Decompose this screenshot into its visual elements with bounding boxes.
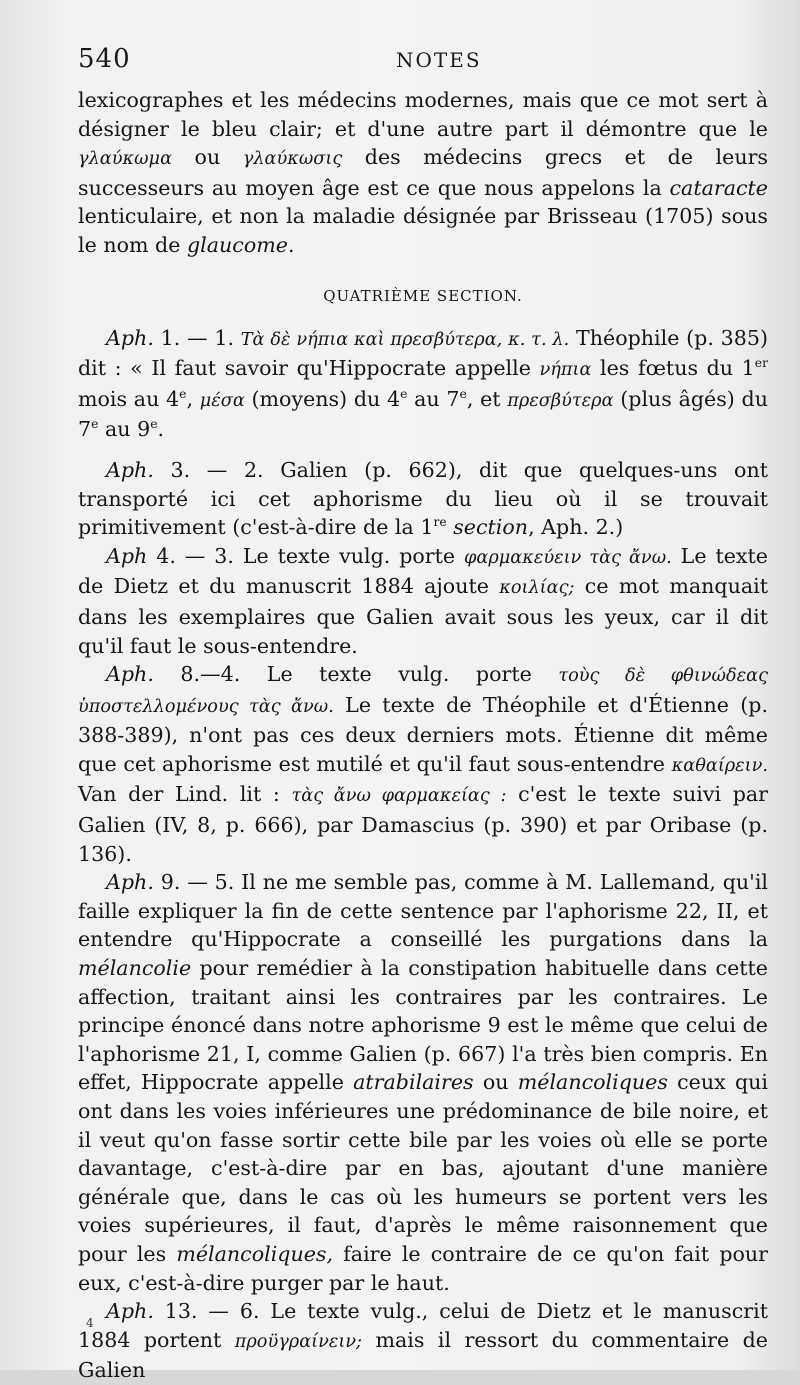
text-run: ceux qui ont dans les voies inférieures une prédominance de bile noire, et il veut qu'on fasse sortir cette bile par les voies où elle se porte davantage, c'est-à-dire par en bas, ajoutant d'une manière générale que, dans le cas où les humeurs se portent vers les voies supérieures, il faut, d'après le même raisonnement que pour les <box>78 1070 768 1266</box>
note-aph-4 <box>78 542 768 660</box>
superscript: e <box>91 417 99 432</box>
greek-term: προϋγραίνειν; <box>234 1331 363 1352</box>
text-run: c'est le texte suivi par Galien (IV, 8, p. 666), par Damascius (p. 390) et par Oribase (p. 136). <box>78 782 768 866</box>
text-run: ou <box>172 145 243 170</box>
text-run: , Aph. 2.) <box>528 515 624 540</box>
superscript: e <box>150 417 158 432</box>
italic-term: glaucome. <box>186 232 295 257</box>
greek-term: καθαίρειν. <box>671 755 768 776</box>
italic-term: mélancolie <box>78 956 192 981</box>
text-run: Van der Lind. lit : <box>78 782 292 807</box>
text-run: 4. — 3. Le texte vulg. porte <box>147 543 465 568</box>
superscript: e <box>400 386 408 401</box>
note-aph-3 <box>78 456 768 542</box>
note-aph-13 <box>78 1297 768 1385</box>
italic-term: atrabilaires <box>353 1070 474 1095</box>
text-run: (moyens) du 4 <box>244 386 401 411</box>
superscript: er <box>754 356 769 371</box>
text-run: 13. — 6. Le texte vulg., celui de Dietz et le manuscrit 1884 portent <box>78 1299 768 1352</box>
text-run: au 7 <box>407 386 460 411</box>
text-run: Le texte de Dietz et du manuscrit 1884 ajoute <box>78 543 768 599</box>
page-header <box>78 44 766 84</box>
superscript: re <box>433 515 447 530</box>
greek-term: Τὰ δὲ νήπια καὶ πρεσβύτερα, κ. τ. λ. <box>240 329 570 350</box>
text-run: les fœtus du 1 <box>591 356 755 381</box>
note-aph-1 <box>78 324 768 444</box>
italic-term: mélancoliques <box>517 1070 668 1095</box>
text-run: 1. — 1. <box>153 325 241 350</box>
text-run: Théophile (p. 385) dit : « Il faut savoir qu'Hippocrate appelle <box>78 325 768 381</box>
greek-term: φαρμακεύειν τὰς ἄνω. <box>464 547 672 568</box>
text-run: ou <box>473 1070 518 1095</box>
aphorism-ref: Aph. <box>106 1299 154 1324</box>
greek-term: μέσα <box>199 390 245 411</box>
greek-term: τοὺς δὲ φθινώδεας ὑποστελλομένους τὰς ἄνω. <box>78 666 768 717</box>
text-run: 3. — 2. Galien (p. 662), dit que quelques-uns ont transporté ici cet aphorisme du lieu où il se trouvait primitivement (c'est-à-dire de la 1 <box>78 457 768 540</box>
greek-term: πρεσβύτερα <box>507 390 614 411</box>
text-run: des médecins grecs et de leurs successeurs au moyen âge est ce que nous appelons la <box>78 145 768 200</box>
greek-term: νήπια <box>539 360 592 381</box>
text-run: mois au 4 <box>78 386 180 411</box>
aphorism-ref: Aph <box>106 543 148 568</box>
text-run: lenticulaire, et non la maladie désignée par Brisseau (1705) sous le nom de <box>78 204 768 257</box>
italic-term: mélancoliques, <box>176 1241 334 1266</box>
greek-term: γλαύκωσις <box>242 149 343 170</box>
text-run: Le texte de Théophile et d'Étienne (p. 388-389), n'ont pas ces deux derniers mots. Étienne dit même que cet aphorisme est mutilé et qu'il faut sous-entendre <box>78 692 768 776</box>
text-run: , et <box>466 386 508 411</box>
greek-term: γλαύκωμα <box>78 149 173 170</box>
text-run: pour remédier à la constipation habituelle dans cette affection, traitant ainsi les contraires par les contraires. Le principe énoncé dans notre aphorisme 9 est le même que celui de l'aphorisme 21, I, comme Galien (p. 667) l'a très bien compris. En effet, Hippocrate appelle <box>78 956 768 1095</box>
section-heading: QUATRIÈME SECTION. <box>323 286 523 305</box>
page-body <box>78 86 768 1385</box>
superscript: e <box>459 386 467 401</box>
italic-term: cataracte <box>669 175 768 200</box>
running-head: NOTES <box>396 48 482 72</box>
text-run: faire le contraire de ce qu'on fait pour eux, c'est-à-dire purger par le haut. <box>78 1241 769 1295</box>
note-aph-9 <box>78 868 768 1297</box>
text-run: lexicographes et les médecins modernes, mais que ce mot sert à désigner le bleu clair; et d'une autre part il démontre que le <box>78 88 768 141</box>
page-number: 540 <box>78 44 131 74</box>
text-run: (plus âgés) du 7 <box>78 386 768 442</box>
aphorism-ref: Aph. <box>106 662 154 687</box>
superscript: e <box>179 386 187 401</box>
aphorism-ref: Aph. <box>106 870 154 895</box>
text-run: ce mot manquait dans les exemplaires que Galien avait sous les yeux, car il dit qu'il faut le sous-entendre. <box>78 574 768 658</box>
greek-term: τὰς ἄνω φαρμακείας : <box>291 786 507 807</box>
text-run: 8.—4. Le texte vulg. porte <box>153 662 559 687</box>
text-run: au 9 <box>98 417 151 442</box>
printer-mark: 4 <box>86 1316 94 1330</box>
text-run: . <box>157 417 165 442</box>
note-aph-8 <box>78 660 768 868</box>
italic-term: section <box>453 515 529 540</box>
aphorism-ref: Aph. <box>106 325 154 350</box>
text-run: 9. — 5. Il ne me semble pas, comme à M. Lallemand, qu'il faille expliquer la fin de cette sentence par l'aphorisme 22, II, et entendre qu'Hippocrate a conseillé les purgations dans la <box>78 870 768 952</box>
text-run: mais il ressort du commentaire de Galien <box>78 1327 768 1383</box>
text-run: , <box>186 386 200 411</box>
greek-term: κοιλίας; <box>499 578 575 599</box>
aphorism-ref: Aph. <box>106 457 154 482</box>
paragraph-glaucome <box>78 86 768 260</box>
